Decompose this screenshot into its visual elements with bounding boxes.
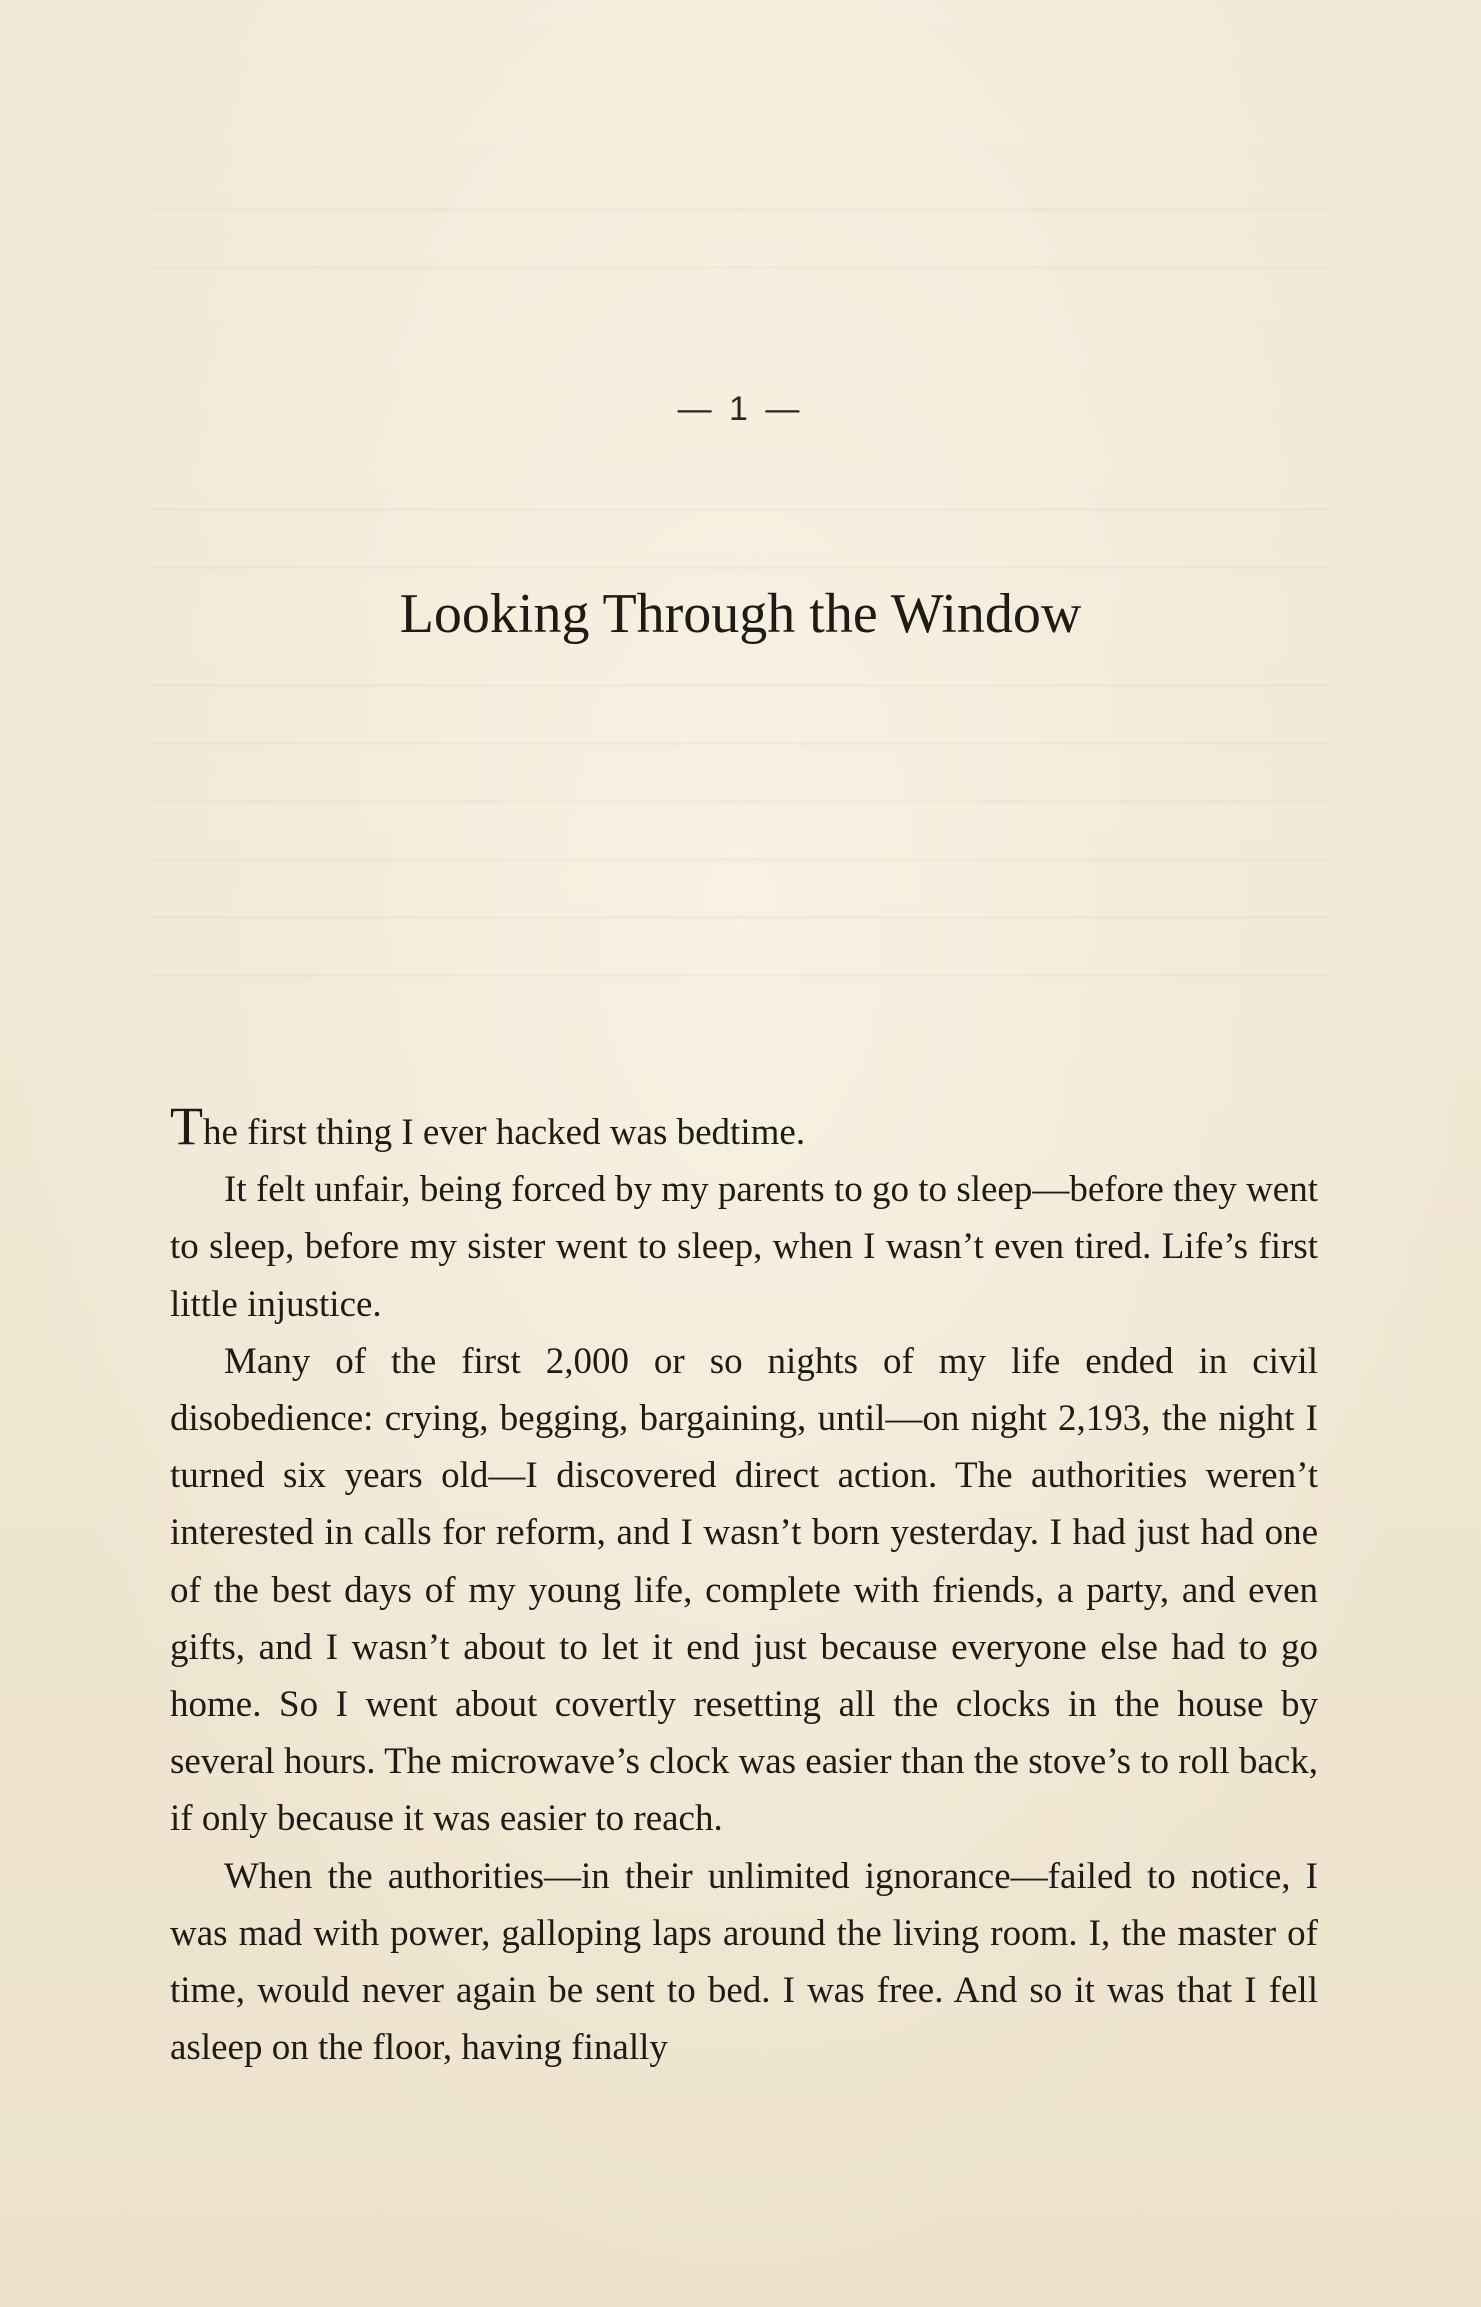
show-through-line bbox=[150, 566, 1330, 569]
paragraph-3: Many of the first 2,000 or so nights of my life ended in civil disobedience: crying, begging, bargaining, until—on night 2,193, the night I turned six years old—I discovered direct action. The authorities weren’t interested in calls for reform, and I wasn’t born yesterday. I had just had one of the best days of my young life, complete with friends, a party, and even gifts, and I wasn’t about to let it end just because everyone else had to go home. So I went about covertly resetting all the clocks in the house by several hours. The microwave’s clock was easier than the stove’s to roll back, if only because it was easier to reach. bbox=[170, 1340, 1319, 1840]
paragraph-1-text: he first thing I ever hacked was bedtime. bbox=[203, 1112, 806, 1153]
chapter-body bbox=[170, 1096, 1319, 2076]
show-through-line bbox=[150, 742, 1330, 745]
chapter-number: — 1 — bbox=[677, 390, 804, 428]
paragraph-1 bbox=[170, 1096, 1318, 1161]
drop-cap: T bbox=[170, 1096, 203, 1156]
chapter-title: Looking Through the Window bbox=[399, 583, 1082, 645]
show-through-line bbox=[150, 684, 1330, 687]
show-through-line bbox=[150, 508, 1330, 511]
show-through-line bbox=[150, 974, 1330, 977]
show-through-line bbox=[150, 800, 1330, 803]
paragraph-2: It felt unfair, being forced by my parents to go to sleep—before they went to sleep, before my sister went to sleep, when I wasn’t even tired. Life’s first little injustice. bbox=[170, 1169, 1318, 1325]
show-through-line bbox=[150, 858, 1330, 861]
show-through-line bbox=[150, 266, 1330, 269]
show-through-line bbox=[150, 208, 1330, 211]
paragraph-4: When the authorities—in their unlimited ignorance—failed to notice, I was mad with power, galloping laps around the living room. I, the master of time, would never again be sent to bed. I was free. And so it was that I fell asleep on the floor, having finally bbox=[170, 1855, 1318, 2069]
show-through-line bbox=[150, 916, 1330, 919]
